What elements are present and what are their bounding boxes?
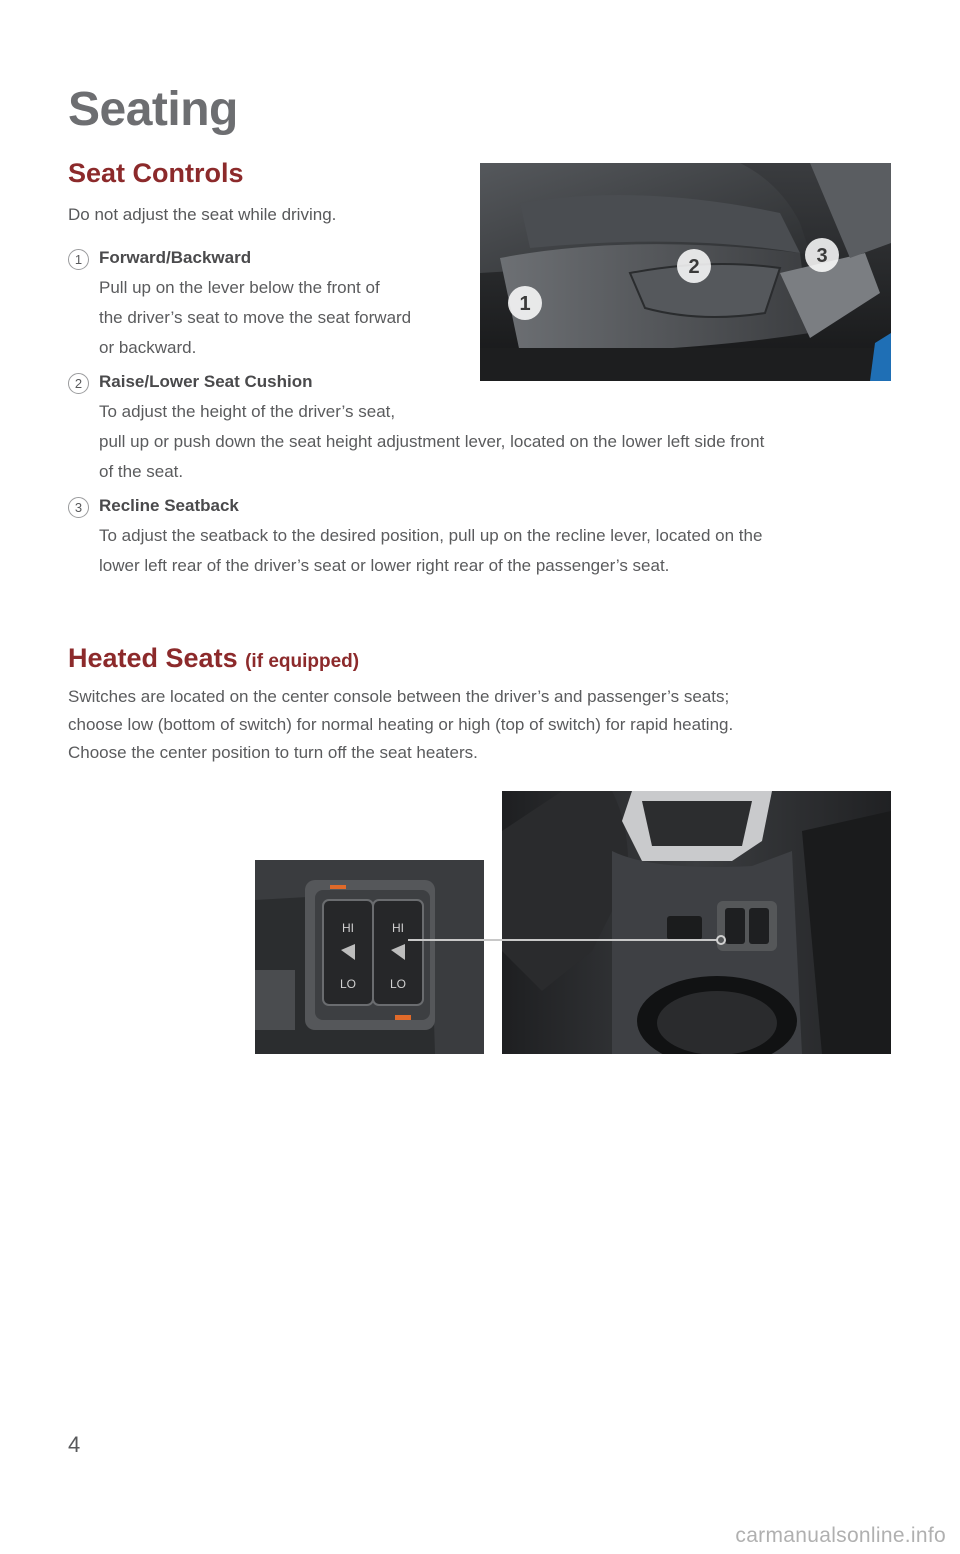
number-badge: 2 xyxy=(68,373,89,394)
svg-text:3: 3 xyxy=(816,245,828,267)
watermark: carmanualsonline.info xyxy=(735,1524,946,1547)
item-body-line: or backward. xyxy=(99,338,197,357)
item-heading: Recline Seatback xyxy=(99,496,239,515)
item-body-line: To adjust the seatback to the desired position, pull up on the recline lever, located on the xyxy=(99,526,763,545)
paragraph-line: Switches are located on the center console between the driver’s and passenger’s seats; xyxy=(68,687,730,706)
item-body-line: Pull up on the lever below the front of xyxy=(99,278,380,297)
switch-hi-label: HI xyxy=(392,921,404,935)
page-number: 4 xyxy=(68,1432,81,1457)
paragraph-line: choose low (bottom of switch) for normal heating or high (top of switch) for rapid heating. xyxy=(68,715,734,734)
number-badge: 3 xyxy=(68,497,89,518)
seat-controls-intro: Do not adjust the seat while driving. xyxy=(68,205,337,224)
item-body-line: To adjust the height of the driver’s seat, xyxy=(99,402,396,421)
svg-text:2: 2 xyxy=(688,256,700,278)
seat-controls-title: Seat Controls xyxy=(68,158,244,188)
number-badge: 1 xyxy=(68,249,89,270)
paragraph-line: Choose the center position to turn off the seat heaters. xyxy=(68,743,478,762)
heated-seats-qualifier: (if equipped) xyxy=(245,651,360,672)
item-body-line: of the seat. xyxy=(99,462,184,481)
item-heading: Forward/Backward xyxy=(99,248,252,267)
heated-seats-title-text: Heated Seats xyxy=(68,643,238,673)
item-heading: Raise/Lower Seat Cushion xyxy=(99,372,313,391)
item-body-line: the driver’s seat to move the seat forward xyxy=(99,308,412,327)
switch-lo-label: LO xyxy=(339,977,357,991)
switch-hi-label: HI xyxy=(342,921,354,935)
svg-text:1: 1 xyxy=(519,293,531,315)
page-title: Seating xyxy=(68,83,238,136)
item-body-line: lower left rear of the driver’s seat or lower right rear of the passenger’s seat. xyxy=(99,556,670,575)
switch-lo-label: LO xyxy=(389,977,407,991)
item-body-line: pull up or push down the seat height adjustment lever, located on the lower left side front xyxy=(99,432,765,451)
